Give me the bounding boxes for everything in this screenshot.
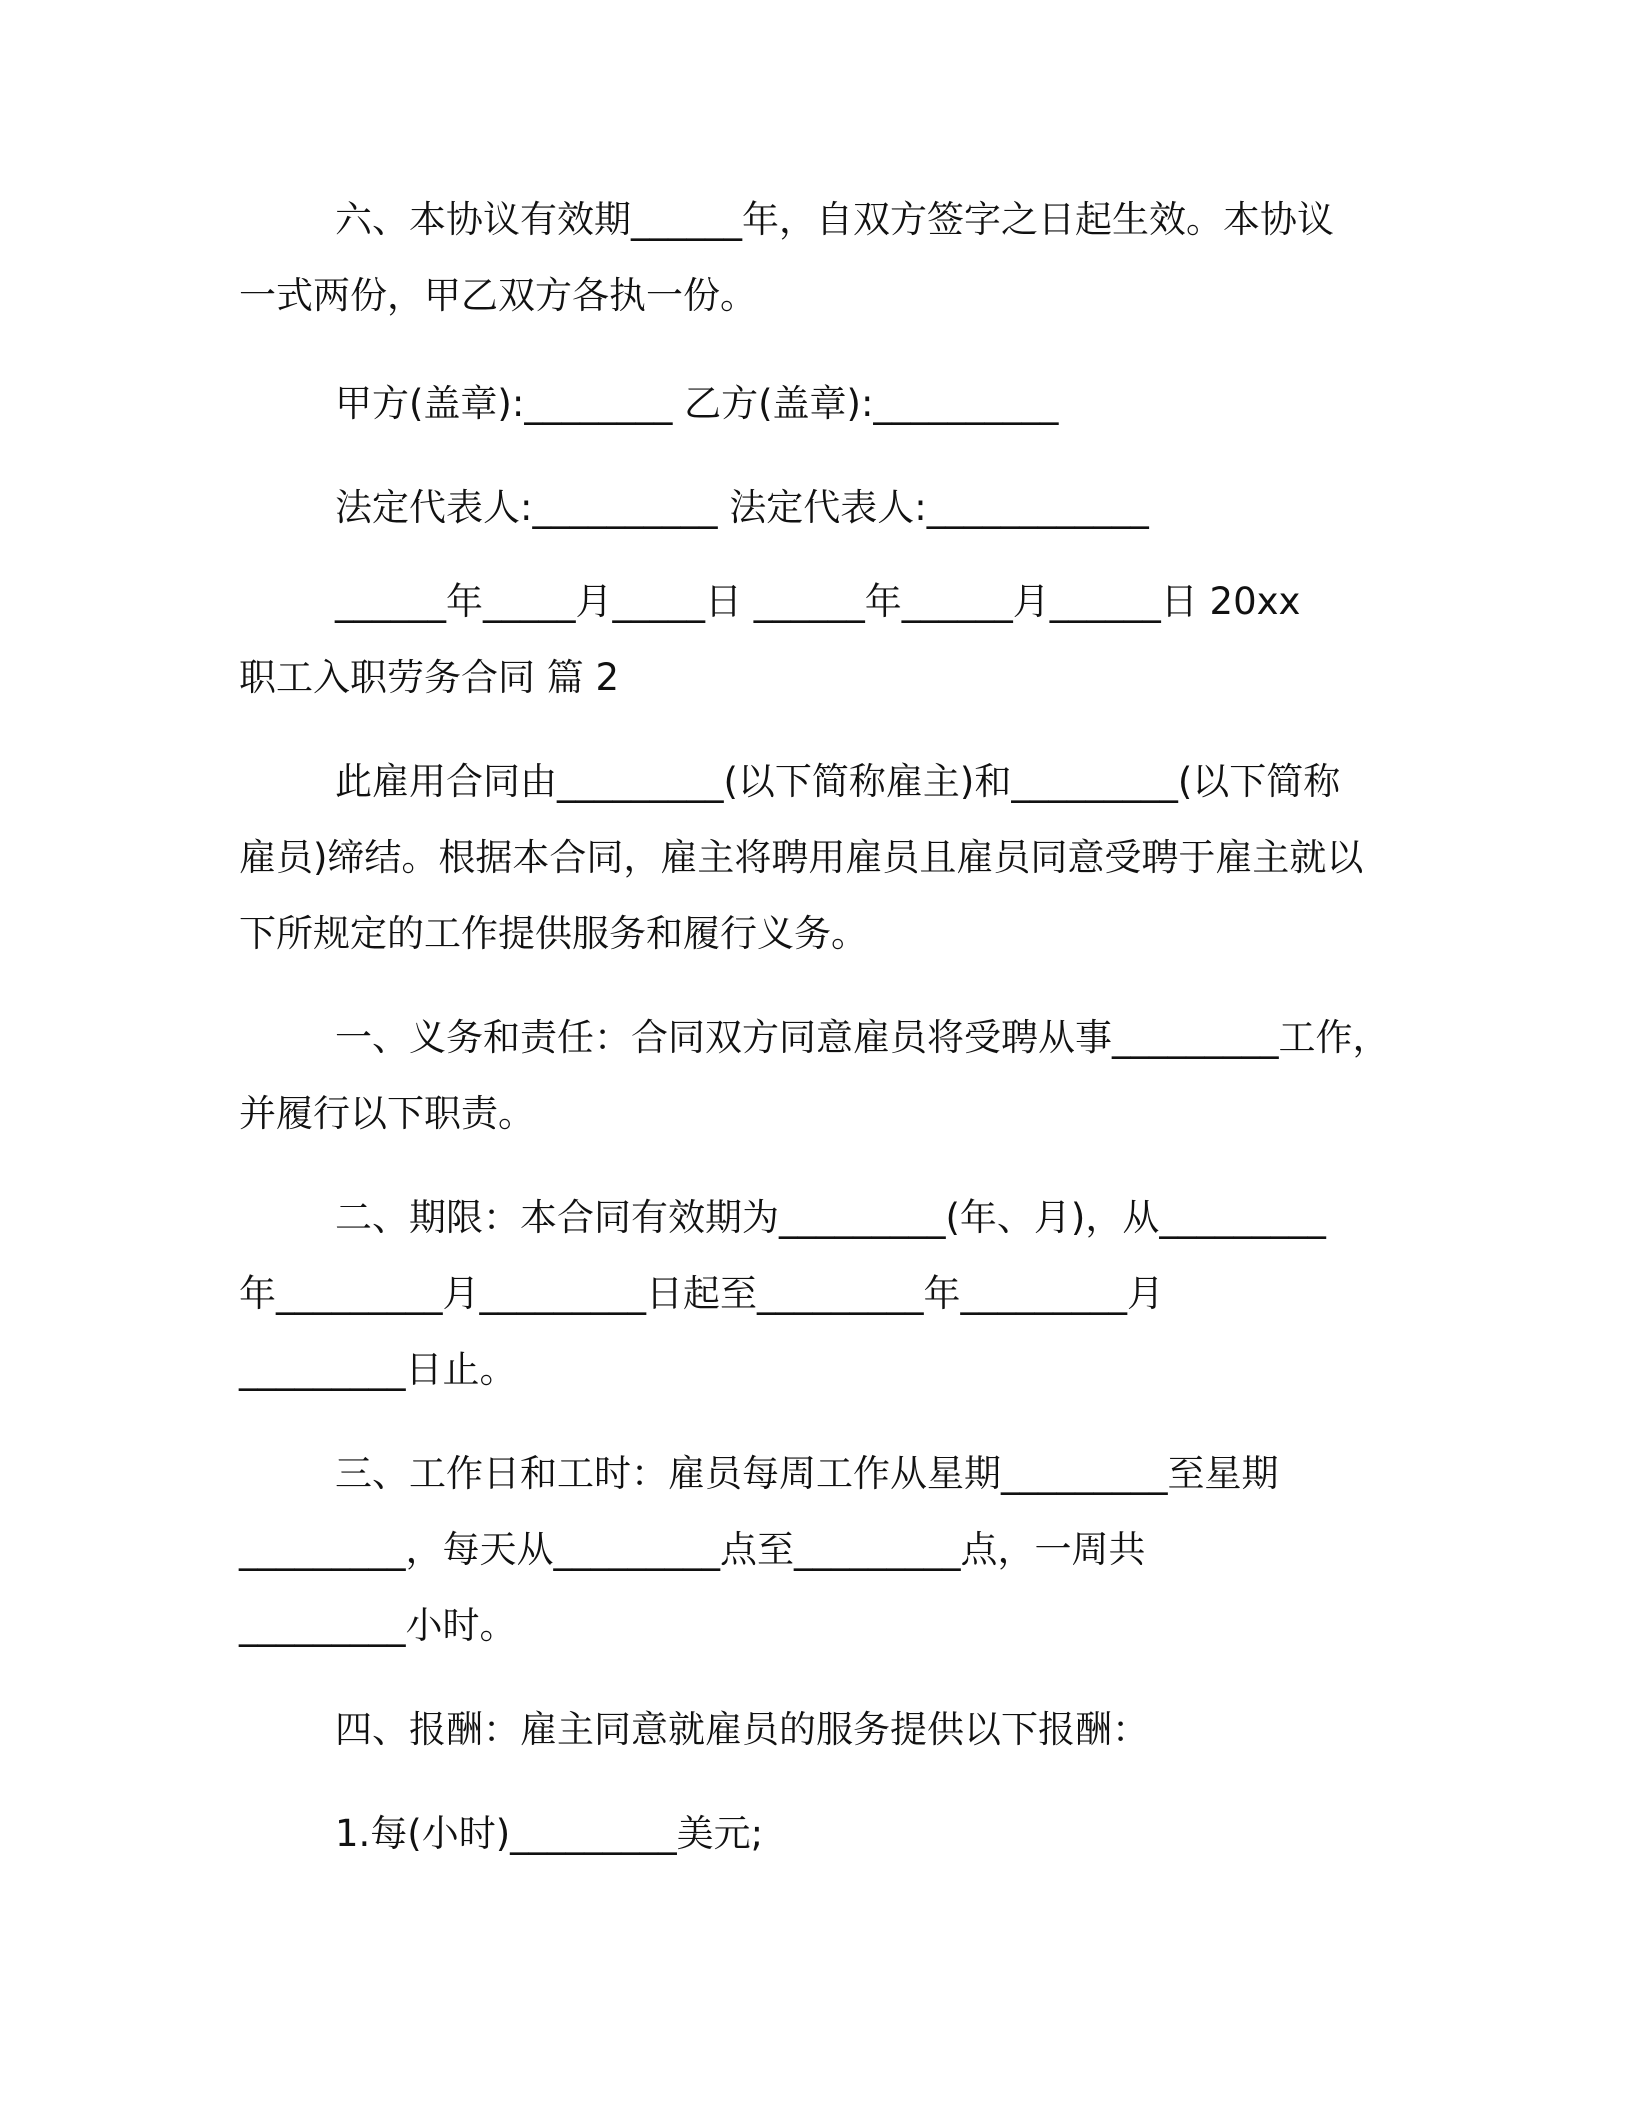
seal-signature-line: 甲方(盖章):________ 乙方(盖章):__________ [335, 382, 1059, 425]
clause-3-line-2: _________，每天从_________点至_________点，一周共 [239, 1528, 1146, 1571]
clause-4-line-1: 四、报酬：雇主同意就雇员的服务提供以下报酬： [335, 1708, 1149, 1751]
intro-line-1: 此雇用合同由_________(以下简称雇主)和_________(以下简称 [335, 760, 1341, 803]
clause-4-item-1: 1.每(小时)_________美元; [335, 1812, 764, 1855]
clause-2-line-3: _________日止。 [239, 1348, 517, 1391]
section-title: 职工入职劳务合同 篇 2 [239, 656, 620, 699]
clause-2-line-1: 二、期限：本合同有效期为_________(年、月)，从_________ [335, 1196, 1326, 1239]
clause-3-line-1: 三、工作日和工时：雇员每周工作从星期_________至星期 [335, 1452, 1279, 1495]
clause-3-line-3: _________小时。 [239, 1604, 517, 1647]
intro-line-2: 雇员)缔结。根据本合同，雇主将聘用雇员且雇员同意受聘于雇主就以 [239, 836, 1364, 879]
clause-2-line-2: 年_________月_________日起至_________年_________月 [239, 1272, 1164, 1315]
intro-line-3: 下所规定的工作提供服务和履行义务。 [239, 912, 868, 955]
clause-6-line-2: 一式两份，甲乙双方各执一份。 [239, 274, 757, 317]
clause-1-line-1: 一、义务和责任：合同双方同意雇员将受聘从事_________工作， [335, 1016, 1390, 1059]
legal-representative-line: 法定代表人:__________ 法定代表人:____________ [335, 486, 1149, 529]
date-line: ______年_____月_____日 ______年______月______日 20xx [335, 580, 1301, 623]
clause-6-line-1: 六、本协议有效期______年，自双方签字之日起生效。本协议 [335, 198, 1334, 241]
clause-1-line-2: 并履行以下职责。 [239, 1092, 535, 1135]
